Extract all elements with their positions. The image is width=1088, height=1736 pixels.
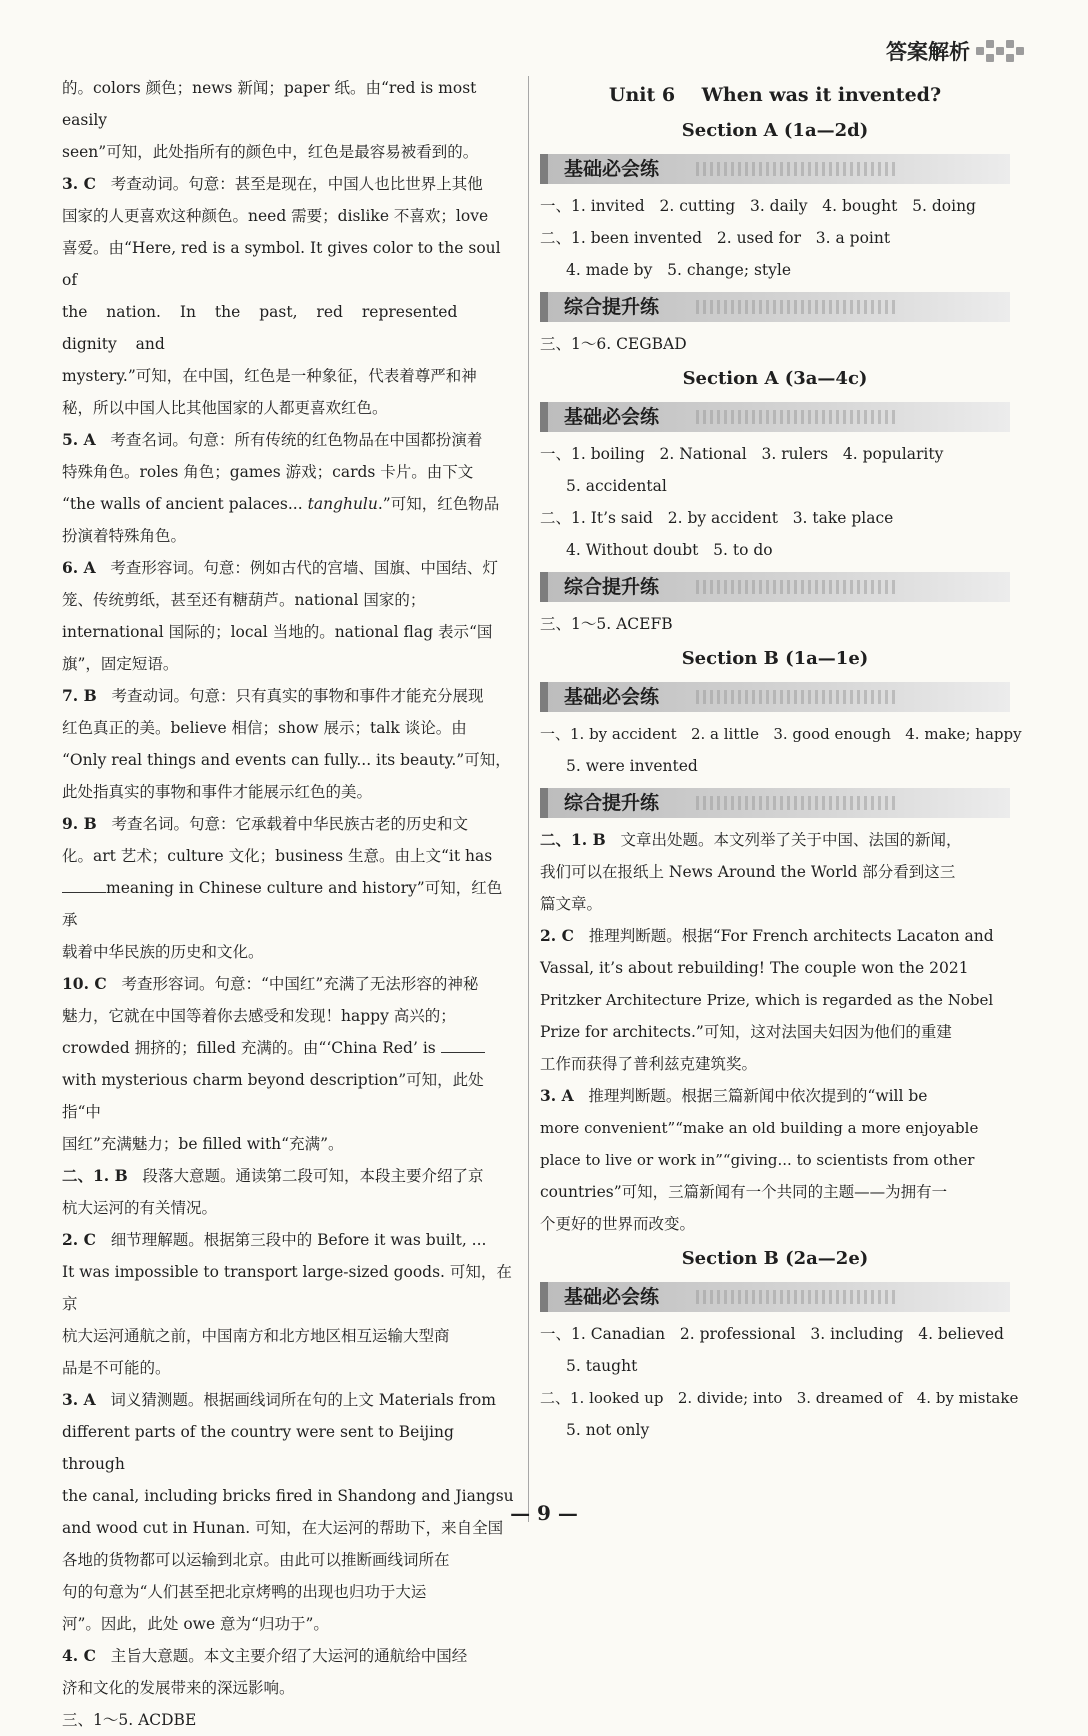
answer-number: 4. C xyxy=(62,1646,96,1665)
text-line: 秘，所以中国人比其他国家的人都更喜欢红色。 xyxy=(62,399,388,417)
banner-label: 基础必会练 xyxy=(564,406,660,428)
answer-item-10 xyxy=(62,968,516,1160)
text-line: place to live or work in”“giving... to scientists from other xyxy=(540,1151,975,1169)
text-line: 推理判断题。根据三篇新闻中依次提到的“will be xyxy=(588,1087,928,1105)
italic-term: tanghulu xyxy=(307,495,378,513)
answer-number: 2. C xyxy=(62,1230,96,1249)
text-line: 工作而获得了普利兹克建筑奖。 xyxy=(540,1055,758,1073)
answer-number: 二、1. B xyxy=(540,830,606,849)
text-line: 三、1～6. CEGBAD xyxy=(540,335,687,353)
answer-item-5 xyxy=(62,424,516,552)
text-line: 5. accidental xyxy=(566,477,667,495)
text-line: 的。colors 颜色；news 新闻；paper 纸。由“red is most easily xyxy=(62,79,477,129)
answer-number: 二、1. B xyxy=(62,1166,128,1185)
answer-number: 3. C xyxy=(62,174,96,193)
answer-number: 5. A xyxy=(62,430,96,449)
text-line: 文章出处题。本文列举了关于中国、法国的新闻， xyxy=(620,831,962,849)
banner-label: 基础必会练 xyxy=(564,686,660,708)
banner-basic xyxy=(540,1282,1010,1312)
banner-stripes xyxy=(696,1290,896,1304)
text-line: 国家的人更喜欢这种颜色。need 需要；dislike 不喜欢；love xyxy=(62,207,489,225)
answer-item-b1-3 xyxy=(540,1080,1010,1240)
column-divider xyxy=(528,76,529,1522)
text-line: 4. made by 5. change; style xyxy=(566,261,792,279)
answer-number: 10. C xyxy=(62,974,107,993)
unit-title: Unit 6 When was it invented? xyxy=(608,84,942,106)
text-line: Vassal, it’s about rebuilding! The couple won the 2021 xyxy=(540,959,969,977)
text-line: 特殊角色。roles 角色；games 游戏；cards 卡片。由下文 xyxy=(62,463,474,481)
text-line: 化。art 艺术；culture 文化；business 生意。由上文“it has xyxy=(62,847,493,865)
banner-label: 综合提升练 xyxy=(564,792,660,814)
left-column xyxy=(62,72,516,1736)
text-line: 5. not only xyxy=(566,1421,650,1439)
text-line: 细节理解题。根据第三段中的 Before it was built, ... xyxy=(110,1231,487,1249)
text-line: 二、1. It’s said 2. by accident 3. take place xyxy=(540,509,894,527)
page-number: — 9 — xyxy=(510,1501,578,1525)
banner-basic xyxy=(540,154,1010,184)
text-line: .”可知，红色物品 xyxy=(377,495,500,513)
fill-blank xyxy=(441,1038,485,1053)
answer-item-b1-2 xyxy=(540,920,1010,1080)
text-line: “Only real things and events can fully... its beauty.”可知， xyxy=(62,751,511,769)
text-line: 词义猜测题。根据画线词所在句的上文 Materials from xyxy=(110,1391,496,1409)
banner-stripes xyxy=(696,580,896,594)
text-line: Prize for architects.”可知，这对法国夫妇因为他们的重建 xyxy=(540,1023,952,1041)
text-line: meaning in Chinese culture and history”可知，红色承 xyxy=(62,879,503,929)
text-line: 扮演着特殊角色。 xyxy=(62,527,187,545)
fill-blank xyxy=(62,878,106,893)
section-title: Section B (2a—2e) xyxy=(681,1248,869,1269)
text-line: 一、1. by accident 2. a little 3. good enough 4. make; happy xyxy=(540,725,1022,743)
text-line: and wood cut in Hunan. 可知，在大运河的帮助下，来自全国 xyxy=(62,1519,504,1537)
text-line: 笼、传统剪纸，甚至还有糖葫芦。national 国家的； xyxy=(62,591,426,609)
text-line: 载着中华民族的历史和文化。 xyxy=(62,943,264,961)
page-header-title: 答案解析 xyxy=(886,40,970,64)
banner-basic xyxy=(540,682,1010,712)
right-column xyxy=(540,72,1022,1446)
text-line: 5. taught xyxy=(566,1357,638,1375)
text-line: 二、1. looked up 2. divide; into 3. dreamed of 4. by mistake xyxy=(540,1389,1019,1407)
text-line: 喜爱。由“Here, red is a symbol. It gives color to the soul of xyxy=(62,239,501,289)
text-line: Pritzker Architecture Prize, which is regarded as the Nobel xyxy=(540,991,994,1009)
header-decoration-icon xyxy=(976,40,1024,62)
section-title: Section B (1a—1e) xyxy=(681,648,869,669)
answer-number: 7. B xyxy=(62,686,97,705)
text-line: 考查形容词。句意：例如古代的宫墙、国旗、中国结、灯 xyxy=(110,559,498,577)
text-line: the canal, including bricks fired in Shandong and Jiangsu xyxy=(62,1487,514,1505)
answer-item-7 xyxy=(62,680,516,808)
text-line: 考查动词。句意：只有真实的事物和事件才能充分展现 xyxy=(111,687,484,705)
banner-label: 基础必会练 xyxy=(564,158,660,180)
text-line: 三、1～5. ACEFB xyxy=(540,615,673,633)
text-line: 一、1. Canadian 2. professional 3. including 4. believed xyxy=(540,1325,1004,1343)
answer-section2-item-1 xyxy=(62,1160,516,1224)
banner-advanced xyxy=(540,292,1010,322)
text-line: 国红”充满魅力；be filled with“充满”。 xyxy=(62,1135,344,1153)
text-line: 河”。因此，此处 owe 意为“归功于”。 xyxy=(62,1615,329,1633)
banner-basic xyxy=(540,402,1010,432)
text-line: 我们可以在报纸上 News Around the World 部分看到这三 xyxy=(540,863,956,881)
text-line: 济和文化的发展带来的深远影响。 xyxy=(62,1679,295,1697)
text-line: 一、1. boiling 2. National 3. rulers 4. popularity xyxy=(540,445,944,463)
text-line: 魅力，它就在中国等着你去感受和发现！happy 高兴的； xyxy=(62,1007,456,1025)
section-title: Section A (1a—2d) xyxy=(681,120,869,141)
answer-section3: 三、1～5. ACDBE xyxy=(62,1711,197,1729)
banner-label: 综合提升练 xyxy=(564,296,660,318)
text-line: crowded 拥挤的；filled 充满的。由“‘China Red’ is xyxy=(62,1039,436,1057)
answer-number: 3. A xyxy=(62,1390,96,1409)
answer-section2-item-2 xyxy=(62,1224,516,1384)
text-line: 考查名词。句意：它承载着中华民族古老的历史和文 xyxy=(111,815,468,833)
text-line: 个更好的世界而改变。 xyxy=(540,1215,696,1233)
text-line: 主旨大意题。本文主要介绍了大运河的通航给中国经 xyxy=(110,1647,468,1665)
text-line: 二、1. been invented 2. used for 3. a point xyxy=(540,229,891,247)
text-line: 杭大运河通航之前，中国南方和北方地区相互运输大型商 xyxy=(62,1327,450,1345)
section-title: Section A (3a—4c) xyxy=(682,368,868,389)
text-line: the nation. In the past, red represented dignity and xyxy=(62,303,458,353)
banner-stripes xyxy=(696,300,896,314)
text-line: 推理判断题。根据“For French architects Lacaton and xyxy=(588,927,994,945)
text-line: 篇文章。 xyxy=(540,895,603,913)
answer-item-6 xyxy=(62,552,516,680)
text-line: 一、1. invited 2. cutting 3. daily 4. bought 5. doing xyxy=(540,197,976,215)
text-line: 杭大运河的有关情况。 xyxy=(62,1199,218,1217)
text-line: countries”可知，三篇新闻有一个共同的主题——为拥有一 xyxy=(540,1183,948,1201)
banner-stripes xyxy=(696,410,896,424)
text-line: 此处指真实的事物和事件才能展示红色的美。 xyxy=(62,783,373,801)
banner-advanced xyxy=(540,572,1010,602)
answer-number: 3. A xyxy=(540,1086,574,1105)
text-line: international 国际的；local 当地的。national flag 表示“国 xyxy=(62,623,493,641)
answer-item-b1-1 xyxy=(540,824,1010,920)
banner-label: 基础必会练 xyxy=(564,1286,660,1308)
text-line: seen”可知，此处指所有的颜色中，红色是最容易被看到的。 xyxy=(62,143,479,161)
text-line: 红色真正的美。believe 相信；show 展示；talk 谈论。由 xyxy=(62,719,467,737)
text-line: mystery.”可知，在中国，红色是一种象征，代表着尊严和神 xyxy=(62,367,477,385)
answer-item-9 xyxy=(62,808,516,968)
text-line: more convenient”“make an old building a more enjoyable xyxy=(540,1119,979,1137)
text-line: 4. Without doubt 5. to do xyxy=(566,541,773,559)
answer-number: 6. A xyxy=(62,558,96,577)
text-line: different parts of the country were sent to Beijing through xyxy=(62,1423,454,1473)
text-line: 5. were invented xyxy=(566,757,698,775)
answer-number: 9. B xyxy=(62,814,97,833)
banner-stripes xyxy=(696,690,896,704)
text-line: with mysterious charm beyond description”可知，此处指“中 xyxy=(62,1071,484,1121)
banner-label: 综合提升练 xyxy=(564,576,660,598)
banner-stripes xyxy=(696,796,896,810)
text-line: 考查动词。句意：甚至是现在，中国人也比世界上其他 xyxy=(110,175,483,193)
text-line: 考查名词。句意：所有传统的红色物品在中国都扮演着 xyxy=(110,431,483,449)
text-line: 考查形容词。句意：“中国红”充满了无法形容的神秘 xyxy=(121,975,479,993)
answer-section2-item-4 xyxy=(62,1640,516,1704)
answer-number: 2. C xyxy=(540,926,574,945)
text-line: 旗”，固定短语。 xyxy=(62,655,179,673)
text-line: 各地的货物都可以运输到北京。由此可以推断画线词所在 xyxy=(62,1551,450,1569)
text-line: It was impossible to transport large-sized goods. 可知，在京 xyxy=(62,1263,512,1313)
text-line: 品是不可能的。 xyxy=(62,1359,171,1377)
banner-advanced xyxy=(540,788,1010,818)
text-line: 段落大意题。通读第二段可知，本段主要介绍了京 xyxy=(142,1167,484,1185)
banner-stripes xyxy=(696,162,896,176)
answer-item-3 xyxy=(62,168,516,424)
text-line: “the walls of ancient palaces... xyxy=(62,495,308,513)
text-line: 句的句意为“人们甚至把北京烤鸭的出现也归功于大运 xyxy=(62,1583,427,1601)
